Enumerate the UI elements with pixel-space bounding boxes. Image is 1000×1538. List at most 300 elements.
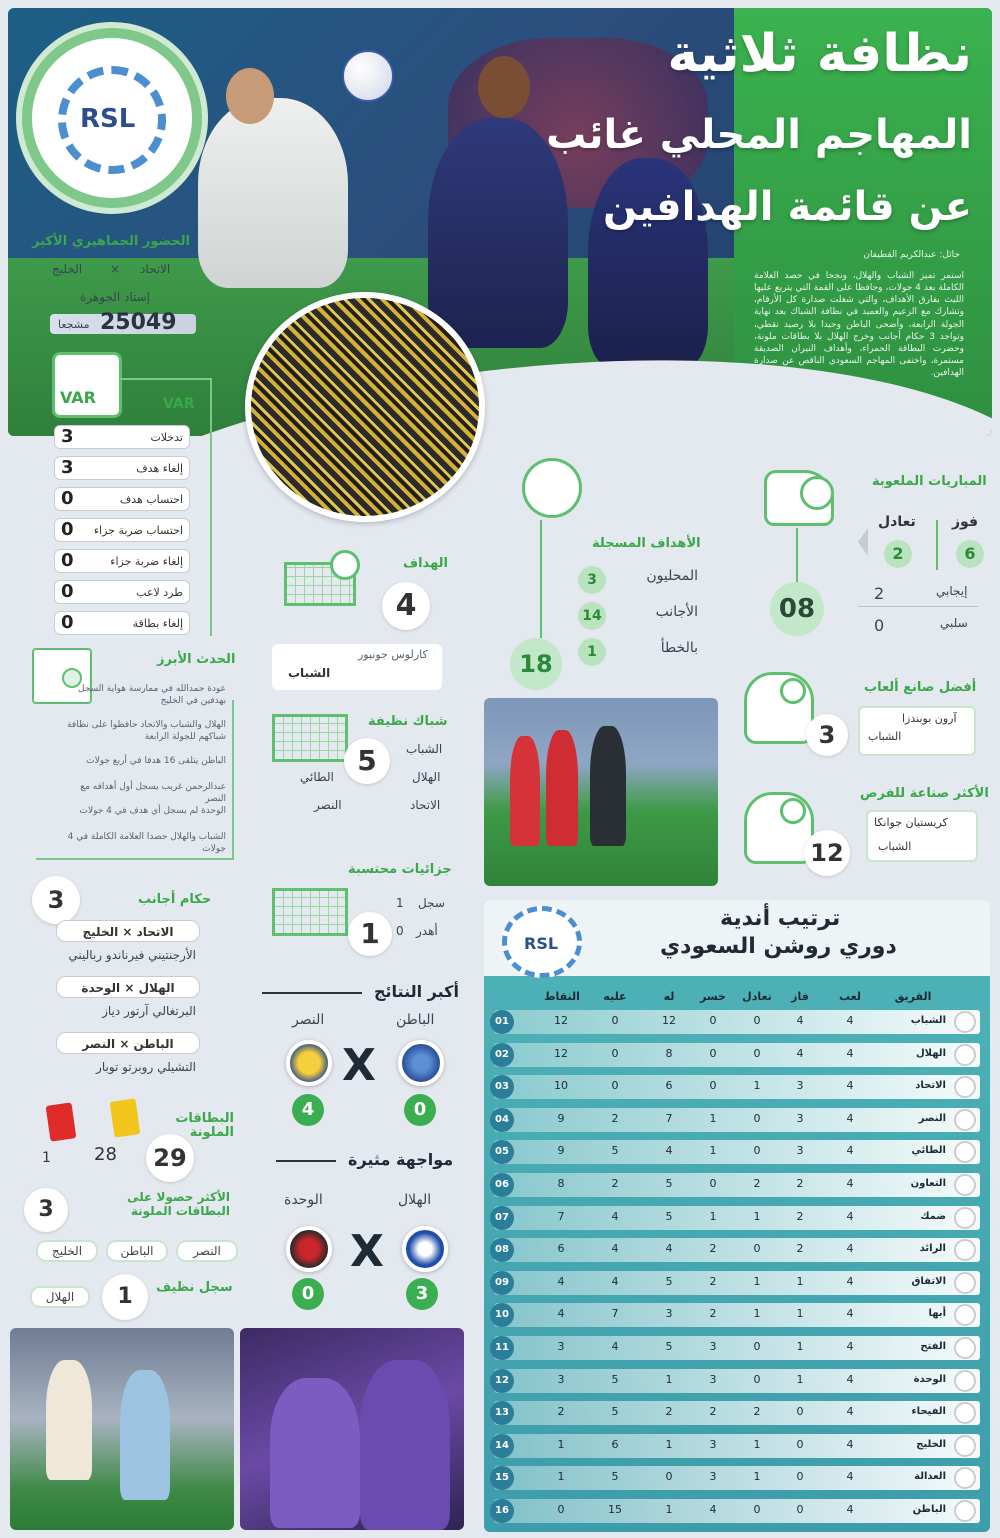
table-row xyxy=(494,1401,980,1425)
crowd-photo xyxy=(245,292,485,522)
matches-wins: 6 xyxy=(956,540,984,568)
table-cell-lost: 2 xyxy=(709,1307,717,1321)
attendance-team-a: الاتحاد xyxy=(140,262,171,276)
table-row xyxy=(494,1271,980,1295)
club-logo-icon xyxy=(954,1141,976,1163)
attendance-count: 25049 xyxy=(100,310,177,335)
batin-logo xyxy=(398,1040,444,1086)
table-cell-lost: 3 xyxy=(709,1470,717,1484)
var-row xyxy=(54,518,190,542)
table-row xyxy=(494,1206,980,1230)
scorer-player: كارلوس جونيور xyxy=(358,648,428,661)
goals-title: الأهداف المسجلة xyxy=(592,536,701,551)
table-cell-played: 4 xyxy=(846,1242,854,1256)
versus-x: X xyxy=(342,1040,376,1091)
table-cell-ga: 2 xyxy=(611,1111,619,1125)
standings-rsl-text: RSL xyxy=(524,934,559,953)
table-rank: 07 xyxy=(490,1206,514,1230)
referee-match: الهلال × الوحدة xyxy=(56,976,200,998)
byline: حائل: عبدالكريم القطيفان xyxy=(863,250,960,260)
table-team: الاتفاق xyxy=(911,1275,946,1287)
table-cell-ga: 4 xyxy=(611,1274,619,1288)
table-cell-ga: 2 xyxy=(611,1177,619,1190)
table-cell-gf: 1 xyxy=(665,1372,673,1386)
exciting-match-home-score: 3 xyxy=(406,1278,438,1310)
table-cell-pts: 6 xyxy=(557,1242,565,1256)
biggest-result-divider xyxy=(262,992,362,994)
table-team: الهلال xyxy=(915,1047,946,1059)
table-cell-ga: 5 xyxy=(611,1144,619,1158)
table-rank: 14 xyxy=(490,1434,514,1458)
table-team: الخليج xyxy=(916,1438,946,1450)
header-team: الفريق xyxy=(894,990,932,1003)
club-logo-icon xyxy=(954,1467,976,1489)
attendance-stadium: إستاد الجوهرة xyxy=(80,290,150,304)
table-cell-ga: 5 xyxy=(611,1470,619,1484)
chances-title: الأكثر صناعة للفرص xyxy=(860,786,989,801)
matches-win-label: فوز xyxy=(952,514,979,530)
table-row xyxy=(494,1369,980,1393)
table-team: الرائد xyxy=(919,1243,946,1255)
table-row xyxy=(494,1434,980,1458)
table-row xyxy=(494,1466,980,1490)
player-hilal-celebration-2 xyxy=(360,1360,450,1530)
chances-ball-icon xyxy=(780,798,806,824)
table-cell-won: 2 xyxy=(796,1177,804,1190)
table-cell-pts: 12 xyxy=(554,1014,568,1027)
table-cell-played: 4 xyxy=(846,1079,854,1093)
clean-sheet-team-2: الطائي xyxy=(300,770,334,784)
highlight-item: الباطن يتلقى 16 هدفا في أربع جولات xyxy=(86,756,226,766)
table-cell-pts: 7 xyxy=(557,1209,565,1223)
highlight-item: الوحدة لم يسجل أي هدف في 4 جولات xyxy=(79,806,226,816)
clean-record-title: سجل نظيف xyxy=(156,1280,233,1295)
table-row xyxy=(494,1499,980,1523)
table-cell-gf: 6 xyxy=(665,1079,673,1093)
table-cell-lost: 1 xyxy=(709,1111,717,1125)
chances-player: كريستيان جوانكا xyxy=(874,816,948,829)
club-logo-icon xyxy=(954,1304,976,1326)
var-row xyxy=(54,456,190,480)
table-cell-played: 4 xyxy=(846,1209,854,1223)
var-row-label: احتساب ضربة جزاء xyxy=(93,524,183,537)
table-cell-played: 4 xyxy=(846,1340,854,1353)
attendance-unit: مشجعا xyxy=(58,318,90,331)
standings-title-2: دوري روشن السعودي xyxy=(660,934,897,959)
table-cell-won: 1 xyxy=(796,1274,804,1288)
referee-name: التشيلي روبرتو توبار xyxy=(96,1060,196,1074)
table-row xyxy=(494,1173,980,1197)
table-cell-gf: 1 xyxy=(665,1437,673,1451)
table-cell-lost: 1 xyxy=(709,1209,717,1223)
var-row xyxy=(54,611,190,635)
table-cell-gf: 5 xyxy=(665,1209,673,1223)
table-cell-pts: 3 xyxy=(557,1372,565,1386)
player-white-head xyxy=(226,68,274,124)
chances-team: الشباب xyxy=(878,840,912,853)
most-cards-team: الخليج xyxy=(36,1240,98,1262)
subtitle-line-2: عن قائمة الهدافين xyxy=(603,184,972,230)
table-cell-lost: 3 xyxy=(709,1340,717,1353)
table-cell-gf: 8 xyxy=(665,1046,673,1060)
table-cell-lost: 0 xyxy=(709,1046,717,1060)
football xyxy=(342,50,394,102)
table-row xyxy=(494,1108,980,1132)
table-cell-draw: 0 xyxy=(753,1372,761,1386)
matches-draws: 2 xyxy=(884,540,912,568)
table-cell-gf: 4 xyxy=(665,1242,673,1256)
table-cell-lost: 2 xyxy=(709,1274,717,1288)
matches-connector-line xyxy=(796,528,798,588)
goals-item-label: بالخطأ xyxy=(660,640,698,656)
matches-positive: 2 xyxy=(874,584,885,603)
exciting-match-divider xyxy=(276,1160,336,1162)
table-cell-lost: 1 xyxy=(709,1144,717,1158)
table-cell-won: 3 xyxy=(796,1144,804,1158)
penalties-title: جزائيات محتسبة xyxy=(348,862,452,877)
player-hilal-celebration xyxy=(270,1378,360,1528)
clean-sheet-team-3: الهلال xyxy=(412,770,441,784)
playmaker-team: الشباب xyxy=(868,730,902,743)
matches-positive-label: إيجابي xyxy=(936,584,968,598)
table-cell-played: 4 xyxy=(846,1503,854,1516)
intro-text: استمر تميز الشباب والهلال، ونجحا في حصد العلامة الكاملة بعد 4 جولات، وحافظا على القمة التي يتربع عليها الليث بفارق الأهداف، والتي شغلت صدارة كل الأرقام، وتشارك مع الزعيم والعميد في نظافة الشباك بعد نهاية الجولة الرابعة، وأضحى الباطن وحيدا بلا رصيد نقطي، وتواجد 3 حكام أجانب وخرج الهلال بلا بطاقات ملونة، وحضرت البطاقة الحمراء، وأهداف النيران الصديقة مستمرة، واختفى المهاجم السعودي الناقص عن صدارة الهدافين. xyxy=(754,271,964,379)
table-rank: 08 xyxy=(490,1238,514,1262)
chances-num: 12 xyxy=(804,830,850,876)
table-team: الاتحاد xyxy=(915,1080,946,1092)
header-gf: له xyxy=(663,990,675,1003)
exciting-match-away-score: 0 xyxy=(292,1278,324,1310)
club-logo-icon xyxy=(954,1435,976,1457)
var-row-count: 0 xyxy=(61,519,74,540)
table-cell-played: 4 xyxy=(846,1405,854,1419)
table-team: الشباب xyxy=(910,1015,946,1026)
highlight-item: عبدالرحمن غريب يسجل أول أهدافه مع النصر xyxy=(80,782,226,804)
penalties-net-icon xyxy=(272,888,348,936)
var-row-label: إلغاء ضربة جزاء xyxy=(110,555,183,568)
table-cell-lost: 0 xyxy=(709,1079,717,1093)
table-cell-ga: 0 xyxy=(611,1046,619,1060)
table-rank: 15 xyxy=(490,1466,514,1490)
matches-negative: 0 xyxy=(874,616,885,635)
matches-row-divider xyxy=(858,606,978,607)
table-team: الطائي xyxy=(911,1145,946,1157)
table-cell-gf: 0 xyxy=(665,1470,673,1484)
table-cell-ga: 0 xyxy=(611,1014,619,1027)
clean-record-team: الهلال xyxy=(30,1286,90,1308)
table-rank: 06 xyxy=(490,1173,514,1197)
table-cell-draw: 1 xyxy=(753,1437,761,1451)
table-cell-pts: 9 xyxy=(557,1111,565,1125)
matches-draw-label: تعادل xyxy=(878,514,916,530)
table-cell-draw: 0 xyxy=(753,1340,761,1353)
table-rank: 10 xyxy=(490,1303,514,1327)
header-played: لعب xyxy=(839,990,861,1003)
table-row xyxy=(494,1010,980,1034)
exciting-match-home: الهلال xyxy=(398,1192,432,1208)
hilal-logo xyxy=(402,1226,448,1272)
table-cell-gf: 2 xyxy=(665,1405,673,1419)
table-cell-lost: 0 xyxy=(709,1014,717,1027)
table-cell-draw: 1 xyxy=(753,1274,761,1288)
highlight-item: عودة حمدالله في ممارسة هواية السجل بهدفين في الخليج xyxy=(78,684,226,706)
table-rank: 01 xyxy=(490,1010,514,1034)
table-cell-pts: 1 xyxy=(557,1437,565,1451)
table-team: الفتح xyxy=(920,1341,946,1352)
player-red-2 xyxy=(546,730,578,846)
table-cell-won: 1 xyxy=(796,1372,804,1386)
table-rank: 11 xyxy=(490,1336,514,1360)
player-red-1 xyxy=(510,736,540,846)
table-cell-pts: 3 xyxy=(557,1340,565,1353)
matches-chevron-icon xyxy=(858,528,868,556)
table-cell-played: 4 xyxy=(846,1437,854,1451)
table-cell-won: 1 xyxy=(796,1340,804,1353)
var-row xyxy=(54,580,190,604)
table-row xyxy=(494,1075,980,1099)
table-cell-won: 0 xyxy=(796,1437,804,1451)
referees-title: حكام أجانب xyxy=(138,892,212,907)
most-cards-title: الأكثر حصولا على البطاقات الملونة xyxy=(127,1190,230,1219)
player-white xyxy=(198,98,348,288)
goals-ball-icon xyxy=(522,458,582,518)
boot-ball-icon-ball xyxy=(800,476,834,510)
table-cell-won: 0 xyxy=(796,1405,804,1419)
table-rank: 13 xyxy=(490,1401,514,1425)
table-cell-draw: 1 xyxy=(753,1470,761,1484)
table-cell-pts: 4 xyxy=(557,1274,565,1288)
header-draw: تعادل xyxy=(742,990,772,1003)
club-logo-icon xyxy=(954,1207,976,1229)
table-cell-pts: 0 xyxy=(557,1503,565,1516)
attendance-sep: × xyxy=(110,262,121,276)
table-cell-played: 4 xyxy=(846,1372,854,1386)
red-card-count: 1 xyxy=(42,1150,51,1166)
goal-ball-icon xyxy=(330,550,360,580)
table-cell-pts: 9 xyxy=(557,1144,565,1158)
clean-sheets-count: 5 xyxy=(344,738,390,784)
var-row-count: 0 xyxy=(61,581,74,602)
table-cell-played: 4 xyxy=(846,1274,854,1288)
club-logo-icon xyxy=(954,1500,976,1522)
wehda-logo xyxy=(286,1226,332,1272)
attendance-team-b: الخليج xyxy=(52,262,83,276)
var-row-count: 0 xyxy=(61,488,74,509)
table-row xyxy=(494,1303,980,1327)
playmaker-title: أفضل صانع ألعاب xyxy=(864,680,977,695)
table-cell-played: 4 xyxy=(846,1111,854,1125)
table-rank: 04 xyxy=(490,1108,514,1132)
scorer-title: الهداف xyxy=(403,556,448,571)
table-cell-pts: 8 xyxy=(557,1177,565,1190)
clean-sheet-team-4: الاتحاد xyxy=(410,798,441,812)
table-cell-gf: 5 xyxy=(665,1177,673,1190)
club-logo-icon xyxy=(954,1011,976,1033)
table-cell-pts: 1 xyxy=(557,1470,565,1484)
table-cell-won: 3 xyxy=(796,1079,804,1093)
header-lost: خسر xyxy=(700,990,726,1003)
matches-divider xyxy=(936,520,938,570)
table-cell-pts: 4 xyxy=(557,1307,565,1321)
red-card-icon xyxy=(46,1102,77,1141)
table-rank: 16 xyxy=(490,1499,514,1523)
goals-connector-line xyxy=(540,520,542,638)
main-title: نظافة ثلاثية xyxy=(667,24,972,84)
club-logo-icon xyxy=(954,1272,976,1294)
table-team: النصر xyxy=(918,1112,946,1124)
var-row xyxy=(54,487,190,511)
table-team: الباطن xyxy=(912,1504,946,1515)
club-logo-icon xyxy=(954,1044,976,1066)
yellow-card-count: 28 xyxy=(94,1144,117,1165)
highlight-item: الشباب والهلال حصدا العلامة الكاملة في 4 جولات xyxy=(67,832,226,854)
playmaker-num: 3 xyxy=(806,714,848,756)
var-row-label: تدخلات xyxy=(150,431,183,444)
table-team: التعاون xyxy=(910,1178,946,1189)
var-row-count: 0 xyxy=(61,550,74,571)
matches-negative-label: سلبي xyxy=(940,616,968,630)
clean-sheets-net-icon xyxy=(272,714,348,762)
table-cell-ga: 7 xyxy=(611,1307,619,1321)
var-title: VAR xyxy=(163,396,195,412)
most-cards-count: 3 xyxy=(24,1188,68,1232)
table-cell-played: 4 xyxy=(846,1046,854,1060)
table-cell-lost: 3 xyxy=(709,1437,717,1451)
cards-total: 29 xyxy=(146,1134,194,1182)
referee-match: الاتحاد × الخليج xyxy=(56,920,200,942)
goals-item-count: 1 xyxy=(578,638,606,666)
player-navy-head xyxy=(478,56,530,118)
table-rank: 09 xyxy=(490,1271,514,1295)
table-cell-lost: 0 xyxy=(709,1177,717,1190)
table-cell-gf: 5 xyxy=(665,1274,673,1288)
cards-title: البطاقات الملونة xyxy=(175,1111,234,1141)
table-cell-ga: 4 xyxy=(611,1209,619,1223)
goals-item-count: 14 xyxy=(578,602,606,630)
player-nassr xyxy=(46,1360,92,1480)
referee-name: الأرجنتيني فيرناندو رباليني xyxy=(68,948,196,962)
exciting-match-title: مواجهة مثيرة xyxy=(348,1150,454,1169)
versus-x-2: X xyxy=(350,1226,384,1277)
table-team: العدالة xyxy=(914,1471,946,1483)
club-logo-icon xyxy=(954,1239,976,1261)
table-cell-draw: 0 xyxy=(753,1111,761,1125)
clean-record-count: 1 xyxy=(102,1274,148,1320)
scorer-goals: 4 xyxy=(382,582,430,630)
table-cell-won: 2 xyxy=(796,1242,804,1256)
scorer-team: الشباب xyxy=(288,666,331,680)
table-row xyxy=(494,1140,980,1164)
clean-sheets-title: شباك نظيفة xyxy=(368,714,448,729)
table-cell-ga: 15 xyxy=(608,1503,622,1516)
table-cell-draw: 2 xyxy=(753,1405,761,1419)
table-cell-won: 2 xyxy=(796,1209,804,1223)
table-cell-gf: 7 xyxy=(665,1111,673,1125)
club-logo-icon xyxy=(954,1370,976,1392)
table-cell-won: 4 xyxy=(796,1046,804,1060)
table-cell-won: 0 xyxy=(796,1503,804,1516)
table-cell-gf: 4 xyxy=(665,1144,673,1158)
table-cell-played: 4 xyxy=(846,1307,854,1321)
table-cell-gf: 3 xyxy=(665,1307,673,1321)
penalties-missed: 0 xyxy=(396,924,404,938)
table-cell-ga: 0 xyxy=(611,1079,619,1093)
yellow-card-icon xyxy=(110,1098,141,1137)
referees-count: 3 xyxy=(32,876,80,924)
playmaker-ball-icon xyxy=(780,678,806,704)
club-logo-icon xyxy=(954,1076,976,1098)
table-row xyxy=(494,1238,980,1262)
goals-item-label: الأجانب xyxy=(655,604,698,620)
most-cards-team: النصر xyxy=(176,1240,238,1262)
table-team: ضمك xyxy=(920,1210,946,1222)
var-row-count: 3 xyxy=(61,426,74,447)
var-row-label: إلغاء بطاقة xyxy=(132,617,183,630)
matches-total: 08 xyxy=(770,582,824,636)
highlight-item: الهلال والشباب والاتحاد حافظوا على نظافة شباكهم للجولة الرابعة xyxy=(67,720,226,742)
referee-match: الباطن × النصر xyxy=(56,1032,200,1054)
standings-title-1: ترتيب أندية xyxy=(720,906,841,931)
table-cell-draw: 0 xyxy=(753,1242,761,1256)
table-rank: 02 xyxy=(490,1043,514,1067)
table-cell-lost: 2 xyxy=(709,1405,717,1419)
biggest-result-title: أكبر النتائج xyxy=(374,982,459,1001)
table-cell-played: 4 xyxy=(846,1014,854,1027)
club-logo-icon xyxy=(954,1337,976,1359)
table-cell-won: 0 xyxy=(796,1470,804,1484)
table-rank: 12 xyxy=(490,1369,514,1393)
standings-rows xyxy=(494,1010,980,1530)
table-cell-played: 4 xyxy=(846,1144,854,1158)
subtitle-line-1: المهاجم المحلي غائب xyxy=(546,112,972,158)
biggest-result-home-score: 0 xyxy=(404,1094,436,1126)
table-cell-gf: 5 xyxy=(665,1340,673,1353)
table-cell-draw: 1 xyxy=(753,1209,761,1223)
attendance-title: الحضور الجماهيري الأكبر xyxy=(32,234,190,249)
clean-sheet-team-1: الشباب xyxy=(406,742,443,756)
table-cell-gf: 12 xyxy=(662,1014,676,1027)
goals-total: 18 xyxy=(510,638,562,690)
table-cell-draw: 1 xyxy=(753,1079,761,1093)
header-won: فاز xyxy=(791,990,809,1003)
rsl-logo-text: RSL xyxy=(80,104,136,134)
most-cards-team: الباطن xyxy=(106,1240,168,1262)
var-row xyxy=(54,549,190,573)
matches-title: المباريات الملعوبة xyxy=(872,474,987,489)
var-row-count: 3 xyxy=(61,457,74,478)
table-row xyxy=(494,1336,980,1360)
header-pts: النقاط xyxy=(544,990,580,1003)
table-cell-ga: 5 xyxy=(611,1372,619,1386)
table-cell-gf: 1 xyxy=(665,1503,673,1516)
nassr-logo xyxy=(286,1040,332,1086)
var-badge: VAR xyxy=(60,388,96,407)
penalties-missed-label: أهدر xyxy=(416,924,438,938)
table-cell-won: 3 xyxy=(796,1111,804,1125)
table-cell-draw: 0 xyxy=(753,1014,761,1027)
player-dark xyxy=(590,726,626,846)
biggest-result-home: الباطن xyxy=(396,1012,435,1028)
table-cell-won: 4 xyxy=(796,1014,804,1027)
penalties-total: 1 xyxy=(348,912,392,956)
table-rank: 05 xyxy=(490,1140,514,1164)
table-cell-pts: 10 xyxy=(554,1079,568,1093)
table-cell-lost: 2 xyxy=(709,1242,717,1256)
var-row xyxy=(54,425,190,449)
table-team: الوحدة xyxy=(913,1373,946,1385)
table-cell-draw: 1 xyxy=(753,1307,761,1321)
table-cell-ga: 5 xyxy=(611,1405,619,1419)
